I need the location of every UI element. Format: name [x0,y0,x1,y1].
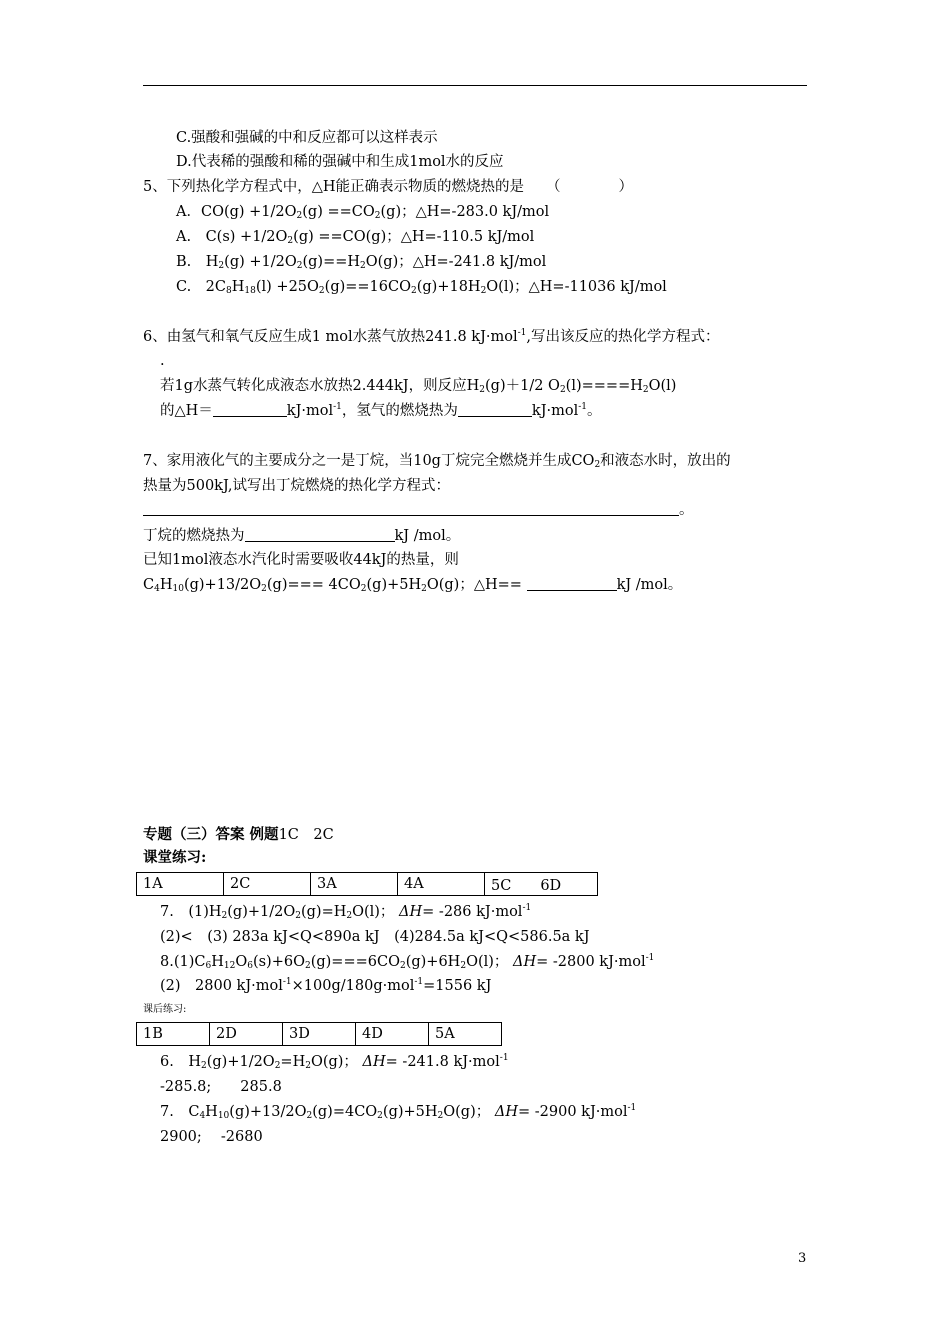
q7-line4: 丁烷的燃烧热为 kJ /mol。 [143,528,461,544]
table-cell: 3D [283,1023,356,1046]
class-answer-table [136,872,598,896]
table-cell: 5C 6D [485,873,598,896]
q5-stem: 5、下列热化学方程式中，△H能正确表示物质的燃烧热的是 （ ） [143,179,634,195]
table-cell: 4A [398,873,485,896]
q7-equation-blank-line: 。 [143,501,694,519]
equation-blank[interactable] [143,501,679,516]
after-answer-7-values: 2900; -2680 [160,1129,263,1145]
answer-8-1: $8.(1)C_6H_{12}O_6(s)+6O_2(g)===6CO_2(g)+6H_2O(l)$； ΔH= -2800 kJ·mol$^{-1}$ [160,953,655,971]
table-cell: 5A [429,1023,502,1046]
after-answer-6: 6. $H_2(g)+1/2O_2=H_2O(g)$； ΔH= -241.8 kJ·mol$^{-1}$ [160,1053,509,1071]
answer-7-1: 7. $(1)H_2(g)+1/2O_2(g)=H_2O(l)$； ΔH= -286 kJ·mol$^{-1}$ [160,903,532,921]
after-answer-7: 7. $C_4H_{10}(g)+13/2O_2(g)=4CO_2(g)+5H_2O(g)$； ΔH= -2900 kJ·mol$^{-1}$ [160,1103,637,1121]
delta-h-gas-blank[interactable] [527,576,617,591]
answers-title: 专题（三）答案 例题1C 2C [143,826,334,843]
delta-h-blank[interactable] [213,402,287,417]
q6-line3: 的△H＝ kJ·mol$^{-1}$，氢气的燃烧热为 kJ·mol$^{-1}$。 [160,402,602,419]
table-cell: 1A [137,873,224,896]
q7-line6: $C_4H_{10}(g)+13/2O_2(g)=== 4CO_2(g)+5H_2O(g)$；△H== kJ /mol。 [143,577,683,594]
table-cell: 4D [356,1023,429,1046]
table-cell: 3A [311,873,398,896]
answer-8-2: (2) 2800 kJ·mol$^{-1}$×100g/180g·mol$^{-1}$=1556 kJ [160,977,492,994]
table-cell: 2C [224,873,311,896]
q7-line1: 7、家用液化气的主要成分之一是丁烷，当10g丁烷完全燃烧并生成$CO_2$和液态水时，放出的 [143,453,731,470]
combustion-heat-blank[interactable] [458,402,532,417]
header-rule [143,85,807,86]
table-cell: 1B [137,1023,210,1046]
answer-7-2: (2)< (3) 283a kJ<Q<890a kJ (4)284.5a kJ<Q<586.5a kJ [160,929,590,945]
q4-option-d: D.代表稀的强酸和稀的强碱中和生成1mol水的反应 [176,154,504,170]
after-answer-6-values: -285.8; 285.8 [160,1079,282,1095]
q6-stem: 6、由氢气和氧气反应生成1 mol水蒸气放热241.8 kJ·mol$^{-1}$,写出该反应的热化学方程式： [143,328,720,345]
after-class-answer-table [136,1022,502,1046]
q5-option-c: C. $2C_8H_{18}(l) +25O_2(g)==16CO_2(g)+18H_2O(l)$；△H=-11036 kJ/mol [176,279,667,296]
table-cell: 2D [210,1023,283,1046]
q5-option-b: B. $H_2(g) +1/2O_2(g)==H_2O(g)$；△H=-241.8 kJ/mol [176,254,547,271]
page-number: 3 [798,1251,807,1266]
q4-option-c: C.强酸和强碱的中和反应都可以这样表示 [176,130,438,146]
q5-option-a2: A. $C(s) +1/2O_2(g) ==CO(g)$；△H=-110.5 kJ/mol [176,229,535,246]
q7-line2: 热量为500kJ,试写出丁烷燃烧的热化学方程式： [143,478,451,494]
q6-dot: . [160,353,165,369]
q5-option-a1: A．$CO(g) +1/2O_2(g) ==CO_2(g)$；△H=-283.0 kJ/mol [176,204,550,221]
q7-line5: 已知1mol液态水汽化时需要吸收44kJ的热量，则 [143,552,459,568]
class-practice-label: 课堂练习: [143,849,207,866]
table-row [137,873,598,896]
butane-heat-blank[interactable] [245,527,395,542]
q6-line2: 若1g水蒸气转化成液态水放热2.444kJ，则反应$H_2(g)+1/2$ $O_2(l)====H_2O(l)$ [160,378,677,395]
after-class-label: 课后练习: [143,1004,187,1015]
table-row [137,1023,502,1046]
